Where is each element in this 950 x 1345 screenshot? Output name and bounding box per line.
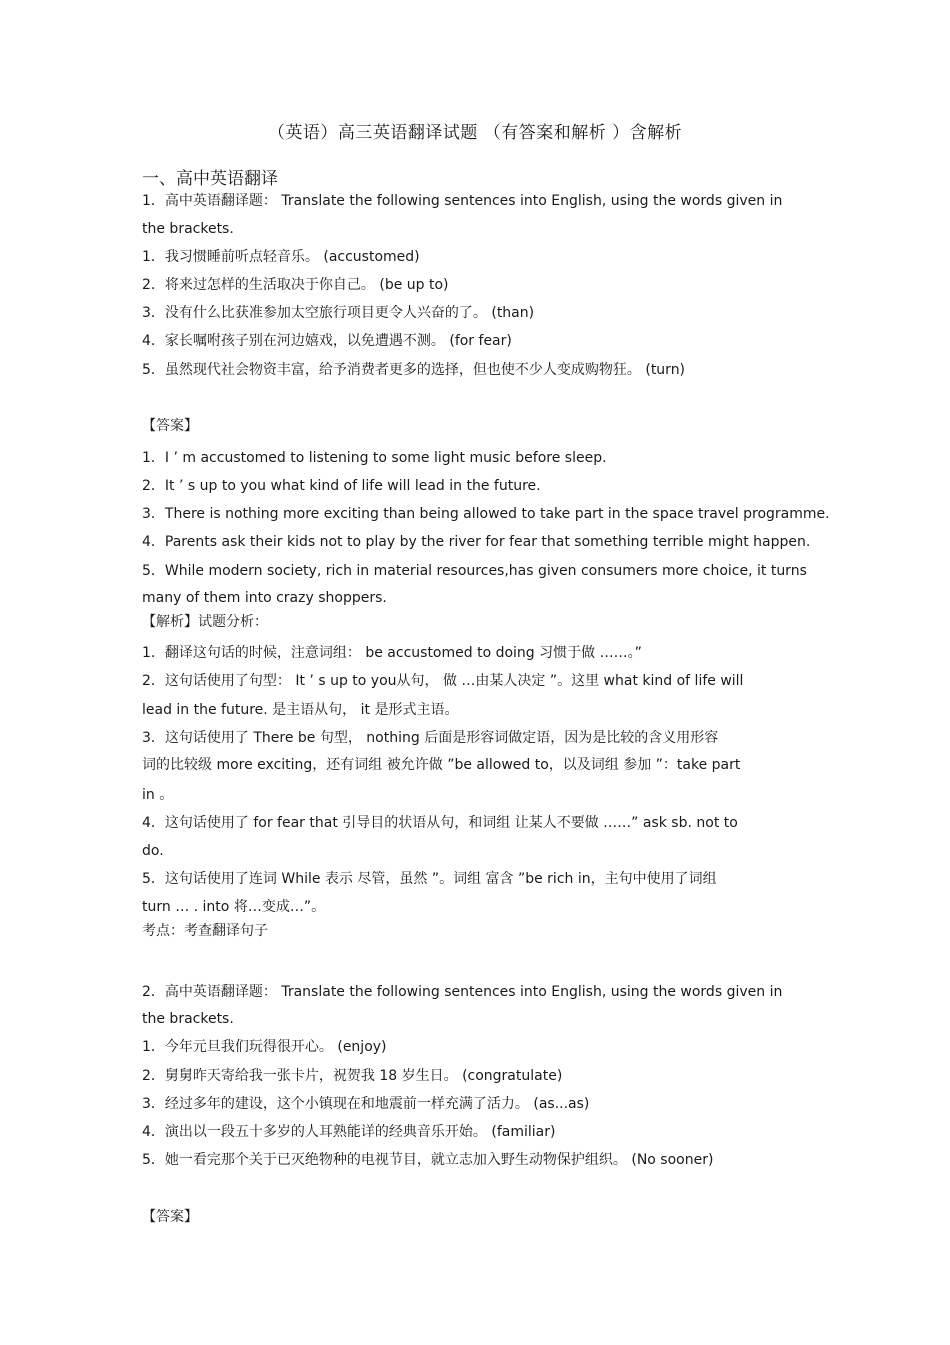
q1-answer-5-line2: many of them into crazy shoppers.: [142, 590, 387, 606]
q1-analysis-3: 3．这句话使用了 There be 句型， nothing 后面是形容词做定语，因为是比较的含义用形容: [142, 730, 719, 746]
q1-answer-5-line1: 5．While modern society, rich in material resources,has given consumers more choice, it turns: [142, 563, 807, 579]
q1-item-5: 5．虽然现代社会物资丰富，给予消费者更多的选择，但也使不少人变成购物狂。 (turn): [142, 362, 686, 378]
q1-analysis-3-cont2: in 。: [142, 787, 174, 803]
q1-analysis-4: 4．这句话使用了 for fear that 引导目的状语从句，和词组 让某人不要做 ……” ask sb. not to: [142, 815, 738, 831]
q2-item-5: 5．她一看完那个关于已灭绝物种的电视节目，就立志加入野生动物保护组织。 (No sooner): [142, 1152, 714, 1168]
q1-analysis-5-cont: turn … . into 将…变成…”。: [142, 899, 326, 915]
q1-item-1: 1．我习惯睡前听点轻音乐。 (accustomed): [142, 249, 420, 265]
q1-answer-1: 1．I ’ m accustomed to listening to some light music before sleep.: [142, 450, 607, 466]
q2-item-4: 4．演出以一段五十多岁的人耳熟能详的经典音乐开始。 (familiar): [142, 1124, 556, 1140]
q1-item-3: 3．没有什么比获准参加太空旅行项目更令人兴奋的了。 (than): [142, 305, 535, 321]
document-title: （英语）高三英语翻译试题 （有答案和解析 ）含解析: [267, 123, 683, 143]
q1-prompt-line1: 1．高中英语翻译题： Translate the following sentences into English, using the words given in: [142, 193, 783, 209]
q2-answer-label: 【答案】: [142, 1209, 198, 1225]
q1-analysis-2: 2．这句话使用了句型： It ’ s up to you从句， 做 …由某人决定 ”。这里 what kind of life will: [142, 673, 744, 689]
q1-point: 考点：考查翻译句子: [142, 923, 268, 939]
q1-item-2: 2．将来过怎样的生活取决于你自己。 (be up to): [142, 277, 449, 293]
q1-item-4: 4．家长嘱咐孩子别在河边嬉戏，以免遭遇不测。 (for fear): [142, 333, 512, 349]
section-heading: 一、高中英语翻译: [142, 169, 278, 189]
q1-analysis-5: 5．这句话使用了连词 While 表示 尽管，虽然 ”。词组 富含 ”be rich in，主句中使用了词组: [142, 871, 717, 887]
q1-answer-3: 3．There is nothing more exciting than being allowed to take part in the space travel programme.: [142, 506, 830, 522]
q1-analysis-1: 1．翻译这句话的时候，注意词组： be accustomed to doing 习惯于做 ……。”: [142, 645, 642, 661]
q1-prompt-line2: the brackets.: [142, 221, 234, 237]
q1-answer-4: 4．Parents ask their kids not to play by the river for fear that something terrible might happen.: [142, 534, 811, 550]
q2-item-1: 1．今年元旦我们玩得很开心。 (enjoy): [142, 1039, 387, 1055]
q1-answer-label: 【答案】: [142, 418, 198, 434]
q1-analysis-2-cont: lead in the future. 是主语从句， it 是形式主语。: [142, 702, 459, 718]
q2-item-2: 2．舅舅昨天寄给我一张卡片，祝贺我 18 岁生日。 (congratulate): [142, 1068, 563, 1084]
q2-item-3: 3．经过多年的建设，这个小镇现在和地震前一样充满了活力。 (as...as): [142, 1096, 590, 1112]
q1-analysis-label: 【解析】试题分析：: [142, 614, 268, 630]
q1-analysis-3-cont: 词的比较级 more exciting，还有词组 被允许做 ”be allowed to，以及词组 参加 ”：take part: [142, 757, 741, 773]
q1-answer-2: 2．It ’ s up to you what kind of life will lead in the future.: [142, 478, 541, 494]
q2-prompt-line1: 2．高中英语翻译题： Translate the following sentences into English, using the words given in: [142, 984, 783, 1000]
q1-analysis-4-cont: do.: [142, 843, 164, 859]
q2-prompt-line2: the brackets.: [142, 1011, 234, 1027]
